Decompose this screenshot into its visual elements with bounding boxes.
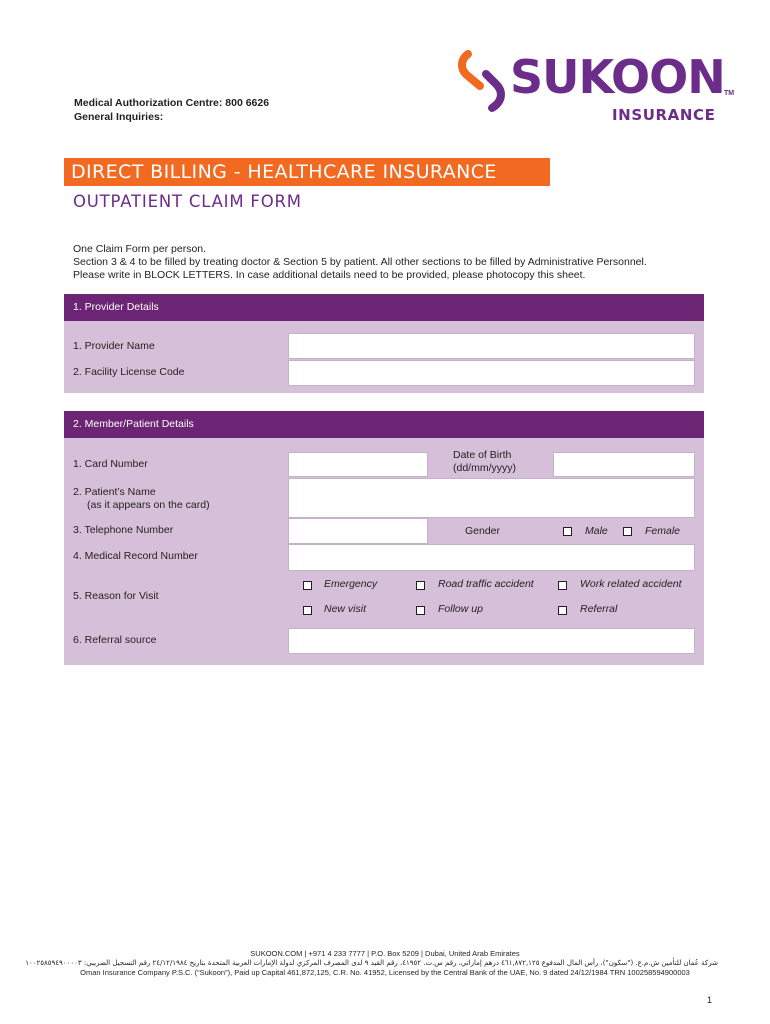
gender-male-checkbox[interactable] — [563, 527, 572, 536]
reason-referral-checkbox[interactable] — [558, 606, 567, 615]
logo-trademark: TM — [724, 90, 735, 97]
section-header: 1. Provider Details — [64, 294, 704, 321]
footer-legal-arabic: شركة عُمان للتأمين ش.م.ع. ("سكون")، رأس المال المدفوع ٤٦١,٨٧٢,١٢٥ درهم إماراتي، رقم س.ت. ٤١٩٥٢، رقم القيد ٩ لدى المصرف المركزي لدولة الإمارات العربية المتحدة بتاريخ ٢٤/١٢/١٩٨٤ رقم التسجيل الضريبي: ١٠٠٢٥٨٥٩٤٩٠٠٠٠٣ — [25, 959, 718, 967]
reason-work-related-checkbox[interactable] — [558, 581, 567, 590]
logo-subtitle: INSURANCE — [612, 106, 716, 124]
reason-new-visit-checkbox[interactable] — [303, 606, 312, 615]
facility-license-field[interactable] — [288, 360, 695, 386]
medical-record-number-label: 4. Medical Record Number — [73, 550, 198, 562]
reason-for-visit-label: 5. Reason for Visit — [73, 590, 159, 602]
reason-road-traffic-checkbox[interactable] — [416, 581, 425, 590]
patient-name-hint: (as it appears on the card) — [87, 499, 210, 511]
reason-follow-up-label: Follow up — [438, 603, 483, 615]
reason-new-visit-label: New visit — [324, 603, 367, 615]
gender-female-label: Female — [645, 525, 681, 537]
gender-female-checkbox[interactable] — [623, 527, 632, 536]
contact-info — [74, 96, 269, 124]
provider-name-label: 1. Provider Name — [73, 340, 155, 352]
reason-emergency-label: Emergency — [324, 578, 378, 590]
form-title: DIRECT BILLING - HEALTHCARE INSURANCE — [64, 158, 550, 186]
instruction-line: Please write in BLOCK LETTERS. In case additional details need to be provided, please photocopy this sheet. — [73, 269, 586, 281]
footer-contact: SUKOON.COM | +971 4 233 7777 | P.O. Box 5209 | Dubai, United Arab Emirates — [250, 949, 520, 958]
footer-legal: Oman Insurance Company P.S.C. (“Sukoon”), Paid up Capital 461,872,125, C.R. No. 41952, Licensed by the Central Bank of the UAE, No. 9 dated 24/12/1984 TRN 100258594900003 — [80, 968, 690, 977]
card-number-field[interactable] — [288, 452, 428, 477]
referral-source-label: 6. Referral source — [73, 634, 157, 646]
medical-authorization-line: Medical Authorization Centre: 800 6626 — [74, 97, 270, 109]
date-of-birth-label — [453, 449, 516, 475]
logo-wordmark: SUKOON — [510, 50, 725, 104]
reason-work-related-label: Work related accident — [580, 578, 682, 590]
page-number: 1 — [707, 995, 713, 1005]
instruction-line: Section 3 & 4 to be filled by treating doctor & Section 5 by patient. All other sections to be filled by Administrative Personnel. — [73, 256, 647, 268]
reason-referral-label: Referral — [580, 603, 618, 615]
referral-source-field[interactable] — [288, 628, 695, 654]
medical-record-number-field[interactable] — [288, 544, 695, 571]
gender-label: Gender — [465, 525, 501, 537]
facility-license-label: 2. Facility License Code — [73, 366, 185, 378]
telephone-label: 3. Telephone Number — [73, 524, 174, 536]
telephone-field[interactable] — [288, 518, 428, 544]
sukoon-logo — [456, 46, 736, 126]
instruction-line: One Claim Form per person. — [73, 243, 207, 255]
card-number-label: 1. Card Number — [73, 458, 148, 470]
form-subtitle: OUTPATIENT CLAIM FORM — [73, 192, 302, 211]
section-header: 2. Member/Patient Details — [64, 411, 704, 438]
dob-format-line: (dd/mm/yyyy) — [453, 462, 516, 474]
dob-label-line: Date of Birth — [453, 449, 512, 461]
patient-name-label — [73, 486, 210, 512]
patient-name-field[interactable] — [288, 478, 695, 518]
date-of-birth-field[interactable] — [553, 452, 695, 477]
patient-name-label-line: 2. Patient’s Name — [73, 486, 156, 498]
gender-male-label: Male — [585, 525, 608, 537]
section-member-patient-details — [64, 411, 704, 665]
provider-name-field[interactable] — [288, 333, 695, 359]
section-provider-details — [64, 294, 704, 393]
reason-road-traffic-label: Road traffic accident — [438, 578, 534, 590]
sukoon-logo-mark-icon — [456, 46, 512, 116]
form-instructions — [73, 243, 647, 282]
general-inquiries-line: General Inquiries: — [74, 111, 164, 123]
reason-follow-up-checkbox[interactable] — [416, 606, 425, 615]
reason-emergency-checkbox[interactable] — [303, 581, 312, 590]
